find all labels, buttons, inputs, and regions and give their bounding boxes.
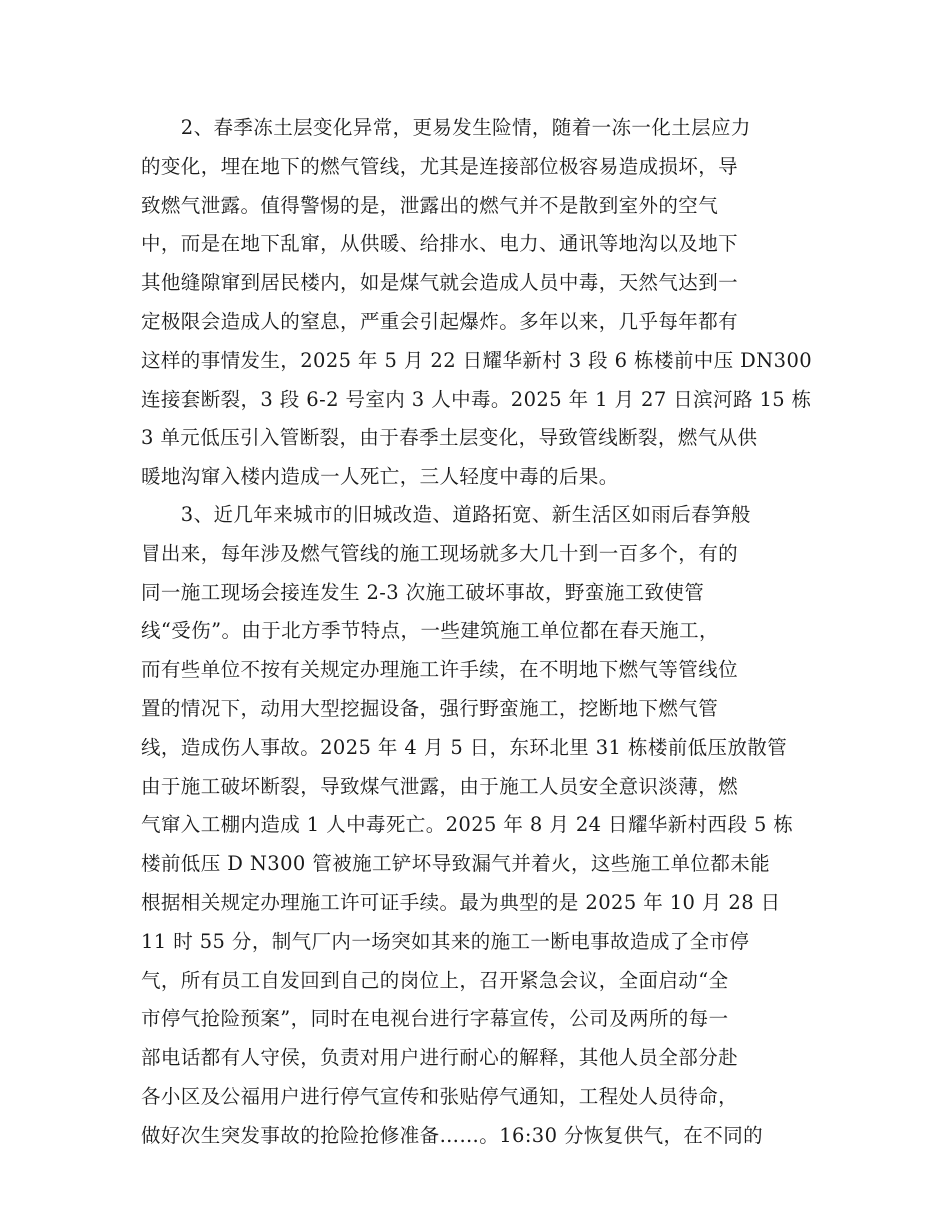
text-line: 置的情况下，动用大型挖掘设备，强行野蛮施工，挖断地下燃气管 xyxy=(141,696,719,720)
text-line: 致燃气泄露。值得警惕的是，泄露出的燃气并不是散到室外的空气 xyxy=(141,193,719,217)
text-line: 11 时 55 分，制气厂内一场突如其来的施工一断电事故造成了全市停 xyxy=(141,929,750,953)
text-line: 连接套断裂，3 段 6-2 号室内 3 人中毒。2025 年 1 月 27 日滨河路 15 栋 xyxy=(141,387,812,411)
text-line: 3 单元低压引入管断裂，由于春季土层变化，导致管线断裂，燃气从供 xyxy=(141,426,758,450)
text-line: 气，所有员工自发回到自己的岗位上，召开紧急会议，全面启动“全 xyxy=(141,968,729,992)
text-line: 线，造成伤人事故。2025 年 4 月 5 日，东环北里 31 栋楼前低压放散管 xyxy=(141,735,788,759)
text-line: 的变化，埋在地下的燃气管线，尤其是连接部位极容易造成损坏，导 xyxy=(141,154,739,178)
text-line: 做好次生突发事故的抢险抢修准备……。16:30 分恢复供气，在不同的 xyxy=(141,1123,763,1147)
text-line: 楼前低压 D N300 管被施工铲坏导致漏气并着火，这些施工单位都未能 xyxy=(141,852,771,876)
text-line: 3、近几年来城市的旧城改造、道路拓宽、新生活区如雨后春笋般 xyxy=(141,503,751,526)
text-line: 定极限会造成人的窒息，严重会引起爆炸。多年以来，几乎每年都有 xyxy=(141,309,739,333)
text-line: 而有些单位不按有关规定办理施工许手续，在不明地下燃气等管线位 xyxy=(141,658,739,682)
text-line: 这样的事情发生，2025 年 5 月 22 日耀华新村 3 段 6 栋楼前中压 DN300 xyxy=(141,348,813,372)
text-line: 同一施工现场会接连发生 2-3 次施工破坏事故，野蛮施工致使管 xyxy=(141,580,705,604)
text-line: 线“受伤”。由于北方季节特点，一些建筑施工单位都在春天施工， xyxy=(141,619,719,643)
text-line: 中，而是在地下乱窜，从供暖、给排水、电力、通讯等地沟以及地下 xyxy=(141,232,739,256)
text-line: 各小区及公福用户进行停气宣传和张贴停气通知，工程处人员待命， xyxy=(141,1084,739,1108)
text-line: 暖地沟窜入楼内造成一人死亡，三人轻度中毒的后果。 xyxy=(141,465,619,489)
text-line: 部电话都有人守侯，负责对用户进行耐心的解释，其他人员全部分赴 xyxy=(141,1046,739,1070)
text-line: 冒出来，每年涉及燃气管线的施工现场就多大几十到一百多个，有的 xyxy=(141,541,739,565)
text-line: 根据相关规定办理施工许可证手续。最为典型的是 2025 年 10 月 28 日 xyxy=(141,890,781,914)
paragraph-2 xyxy=(141,109,813,497)
text-line: 气窜入工棚内造成 1 人中毒死亡。2025 年 8 月 24 日耀华新村西段 5 栋 xyxy=(141,813,794,837)
text-line: 其他缝隙窜到居民楼内，如是煤气就会造成人员中毒，天然气达到一 xyxy=(141,271,739,295)
paragraph-3 xyxy=(141,496,813,1156)
text-line: 由于施工破坏断裂，导致煤气泄露，由于施工人员安全意识淡薄，燃 xyxy=(141,774,739,798)
text-line: 2、春季冻土层变化异常，更易发生险情，随着一冻一化土层应力 xyxy=(141,116,751,139)
text-line: 市停气抢险预案”，同时在电视台进行字幕宣传，公司及两所的每一 xyxy=(141,1007,729,1031)
